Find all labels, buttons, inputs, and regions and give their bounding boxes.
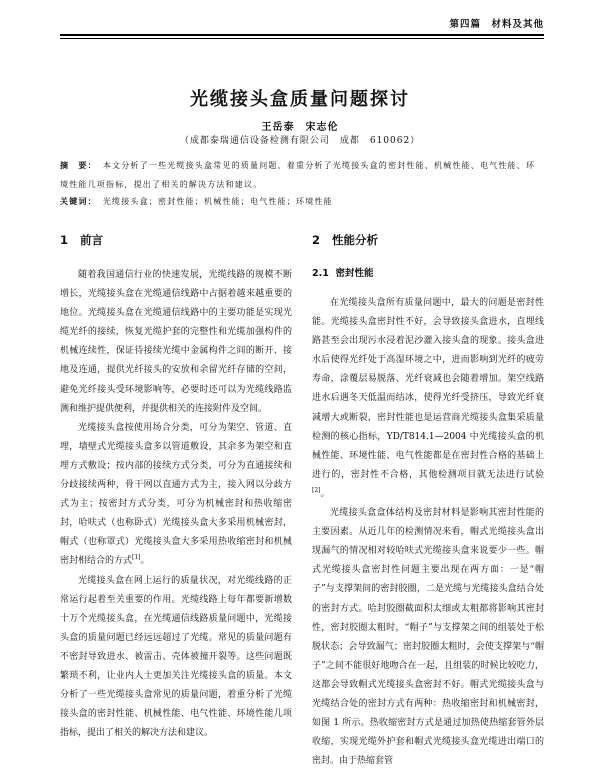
keywords [60, 196, 544, 207]
article-affiliation: （成都泰瑞通信设备检测有限公司 成都 610062） [179, 136, 421, 146]
left-column [60, 232, 292, 743]
paragraph: 光缆接头盒盒体结构及密封材料是影响其密封性能的主要因素。从近几年的检测情况来看，帽式光缆接头盒出现漏气的情况相对较哈呋式光缆接头盒来说要少一些。帽式光缆接头盒密封性问题主要出现在两方面：一是“帽子”与支撑架间的密封胶圈，二是光缆与光缆接头盒结合处的密封方式。哈封胶圈截面积太细或太粗都将影响其密封性，密封胶圈太粗时，“帽子”与支撑架之间的组装处于松脱状态；会导致漏气；密封胶圈太粗时，会使支撑架与“帽子”之间不能很好地吻合在一起，且组装的时候比较吃力，这都会导致帽式光缆接头盒密封不好。帽式光缆接头盒与光缆结合处的密封方式有两种：热收缩密封和机械密封，如图 1 所示。热收缩密封方式是通过加热使热缩套管外层收缩，实现光缆外护套和帽式光缆接头盒光缆进出端口的密封。由于热缩套管 [312, 508, 544, 767]
header-rule [60, 34, 544, 36]
subsection-number: 2.1 [312, 268, 329, 279]
section-number: 1 [60, 233, 69, 247]
right-column [312, 232, 544, 771]
abstract [60, 156, 544, 194]
citation-ref: [1] [132, 554, 141, 562]
section-heading-intro [60, 232, 292, 248]
section-heading-analysis [312, 232, 544, 248]
abstract-label: 摘 要： [60, 161, 97, 170]
article-title: 光缆接头盒质量问题探讨 [190, 89, 410, 110]
article-authors: 王岳泰 宋志伦 [261, 122, 339, 133]
paragraph: 随着我国通信行业的快速发展，光缆线路的规模不断增长，光缆接头盒在光缆通信线路中占据着越来越重要的地位。光缆接头盒在光缆通信线路中的主要功能是实现光缆光纤的接续，恢复光缆护套的完整性和光缆加强构件的机械连续性，保证待接续光缆中金属构件之间的断开、接地及连通，提供光纤接头的安放和余留光纤存储的空间，避免光纤接头受环境影响等，必要时还可以为光缆线路监测和维护提供便利，并提供相关的连接附件及空间。 [60, 270, 292, 414]
paragraph-text: 在光缆接头盒所有质量问题中，最大的问题是密封性能。光缆接头盒密封性不好，会导致接头盒进水，直埋线路甚至会出现污水浸着泥沙灌入接头盒的现象。接头盒进水后使得光纤处于高湿环境之中，进而影响到光纤的疲劳寿命，涂覆层易脱落、光纤衰减也会随着增加。架空线路进水后遇冬天低温而结冰，使得光纤受挤压，导致光纤衰减增大或断裂，密封性能也是运营商光缆接头盒集采质量检测的核心指标，YD/T814.1—2004 中光缆接头盒的机械性能、环境性能、电气性能都是在密封性合格的基础上进行的，密封性不合格，其他检测项目就无法进行试验 [312, 298, 544, 480]
section-number: 2 [312, 233, 321, 247]
paragraph: 光缆接头盒在网上运行的质量状况，对光缆线路的正常运行起着至关重要的作用。光缆线路上每年都要新增数十万个光缆接头盒，在光缆通信线路质量问题中，光缆接头盒的质量问题已经远远超过了光缆。常见的质量问题有不密封导致进水、被雷击、壳体被撞开裂等。这些问题既繁琐不利，让业内人士更加关注光缆接头盒的质量。本文分析了一些光缆接头盒常见的质量问题，着重分析了光缆接头盒的密封性能、机械性能、电气性能、环境性能几项指标，提出了相关的解决方法和建议。 [60, 575, 292, 739]
subsection-heading [312, 266, 544, 282]
section-title: 前言 [80, 233, 104, 247]
abstract-text: 本文分析了一些光缆接头盒常见的质量问题，着重分析了光缆接头盒的密封性能、机械性能、电气性能、环境性能几项指标，提出了相关的解决方法和建议。 [60, 161, 536, 189]
header-section-label: 第四篇 材料及其他 [449, 19, 544, 30]
keywords-label: 关键词： [60, 197, 97, 206]
running-header [60, 14, 544, 34]
subsection-title: 密封性能 [335, 268, 374, 279]
citation-ref: [2] [312, 486, 321, 494]
keywords-text: 光缆接头盒；密封性能；机械性能；电气性能；环境性能 [102, 197, 333, 206]
section-title: 性能分析 [332, 233, 379, 247]
paragraph-text: 光缆接头盒按使用场合分类，可分为架空、管道、直埋，墙壁式光缆接头盒多以管道敷设，其余多为架空和直埋方式敷设；按内部的接续方式分类，可分为直通接续和分歧接续两种，骨干网以直通方式为主，接入网以分歧方式为主；按密封方式分类，可分为机械密封和热收缩密封，哈呋式（也称卧式）光缆接头盒大多采用机械密封，帽式（也称罩式）光缆接头盒大多采用热收缩密封和机械密封相结合的方式 [60, 422, 292, 567]
header-rule-thin [60, 38, 544, 39]
paragraph: 光缆接头盒按使用场合分类，可分为架空、管道、直埋，墙壁式光缆接头盒多以管道敷设，其余多为架空和直埋方式敷设；按内部的接续方式分类，可分为直通接续和分歧接续两种，骨干网以直通方式为主，接入网以分歧方式为主；按密封方式分类，可分为机械密封和热收缩密封，哈呋式（也称卧式）光缆接头盒大多采用机械密封，帽式（也称罩式）光缆接头盒大多采用热收缩密封和机械密封相结合的方式[1]。 [60, 422, 292, 567]
paragraph: 在光缆接头盒所有质量问题中，最大的问题是密封性能。光缆接头盒密封性不好，会导致接头盒进水，直埋线路甚至会出现污水浸着泥沙灌入接头盒的现象。接头盒进水后使得光纤处于高湿环境之中，进而影响到光纤的疲劳寿命，涂覆层易脱落、光纤衰减也会随着增加。架空线路进水后遇冬天低温而结冰，使得光纤受挤压，导致光纤衰减增大或断裂，密封性能也是运营商光缆接头盒集采质量检测的核心指标，YD/T814.1—2004 中光缆接头盒的机械性能、环境性能、电气性能都是在密封性合格的基础上进行的，密封性不合格，其他检测项目就无法进行试验[2]。 [312, 298, 544, 499]
